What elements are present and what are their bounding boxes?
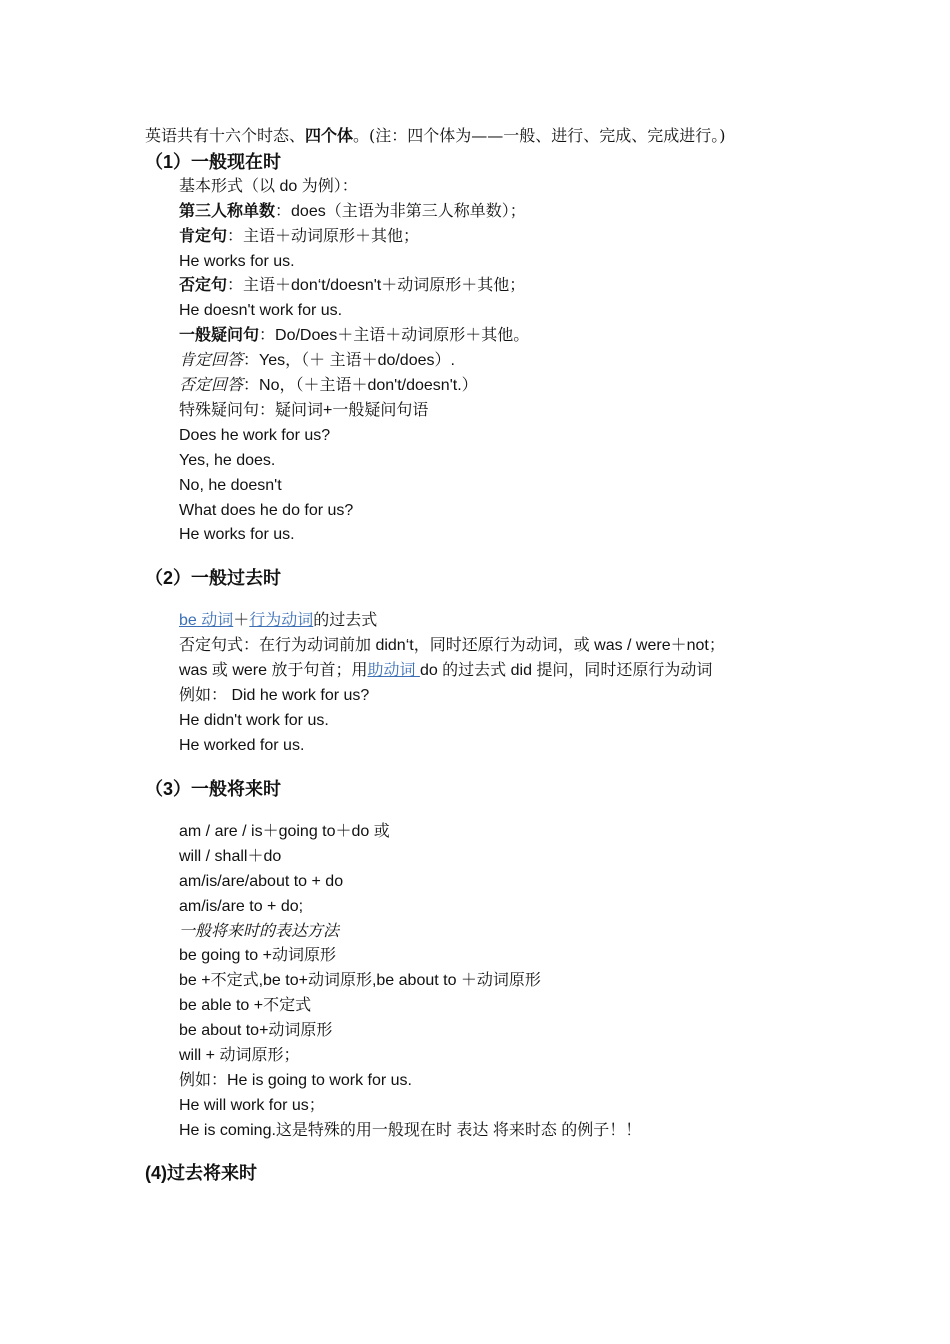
negative-text: ：主语＋don‘t/doesn't＋动词原形＋其他；: [227, 277, 526, 294]
section-3-heading: （3）一般将来时: [145, 779, 282, 799]
intro-note: 。(注：四个体为——一般、进行、完成、完成进行。): [353, 126, 726, 145]
past-form-line: [179, 611, 377, 631]
example-line: He works for us.: [179, 253, 295, 270]
section-1-heading: （1）一般现在时: [145, 152, 282, 172]
question-text: ：Do/Does＋主语＋动词原形＋其他。: [259, 327, 530, 344]
example-line: 例如：He is going to work for us.: [179, 1072, 412, 1089]
affirmative-line: [179, 227, 419, 247]
intro-line: [145, 126, 726, 146]
future-method: be going to +动词原形: [179, 947, 336, 964]
future-form: am/is/are to + do;: [179, 898, 304, 915]
auxiliary-verb-link[interactable]: 助动词: [367, 662, 420, 679]
future-form: am/is/are/about to + do: [179, 873, 344, 890]
affirmative-label: 肯定句: [179, 228, 228, 245]
basic-form: 基本形式（以 do 为例）：: [179, 178, 358, 195]
section-4-heading: (4)过去将来时: [145, 1163, 257, 1183]
third-person-line: [179, 202, 526, 222]
example-line: He doesn't work for us.: [179, 302, 343, 319]
action-verb-link[interactable]: 行为动词: [249, 612, 314, 629]
future-form: am / are / is＋going to＋do 或: [179, 823, 390, 840]
future-method: be able to +不定式: [179, 997, 312, 1014]
example-line: No, he doesn't: [179, 477, 282, 494]
past-question-line: [179, 661, 712, 681]
positive-answer-label: 肯定回答: [179, 352, 244, 369]
example-line: He worked for us.: [179, 737, 305, 754]
future-form: will / shall＋do: [179, 848, 282, 865]
example-line: Yes, he does.: [179, 452, 276, 469]
positive-answer-line: [179, 351, 455, 371]
example-line: He didn't work for us.: [179, 712, 329, 729]
intro-bold: 四个体: [305, 126, 354, 145]
question-line: [179, 326, 529, 346]
affirmative-text: ：主语＋动词原形＋其他；: [227, 228, 420, 245]
third-person-label: 第三人称单数: [179, 203, 276, 220]
past-question-text: was 或 were 放于句首；用: [179, 662, 368, 679]
section-2-heading: （2）一般过去时: [145, 568, 282, 588]
positive-answer-text: ：Yes，（＋ 主语＋do/does）.: [243, 352, 455, 369]
past-question-tail: do 的过去式 did 提问，同时还原行为动词: [419, 662, 713, 679]
negative-answer-text: ：No，（＋主语＋don't/doesn't.）: [243, 377, 478, 394]
future-method: will + 动词原形；: [179, 1047, 300, 1064]
example-line: Does he work for us?: [179, 427, 331, 444]
question-label: 一般疑问句: [179, 327, 260, 344]
methods-title: 一般将来时的表达方法: [179, 921, 340, 940]
example-line: He works for us.: [179, 526, 295, 543]
past-negative: 否定句式：在行为动词前加 didn‘t，同时还原行为动词，或 was / were＋not；: [179, 637, 725, 654]
negative-line: [179, 276, 525, 296]
past-form-tail: 的过去式: [313, 612, 378, 629]
example-line: 例如： Did he work for us?: [179, 687, 370, 704]
future-method: be +不定式,be to+动词原形,be about to ＋动词原形: [179, 972, 541, 989]
negative-answer-line: [179, 376, 478, 396]
third-person-text: ：does（主语为非第三人称单数）；: [275, 203, 526, 220]
negative-answer-label: 否定回答: [179, 377, 244, 394]
intro-text: 英语共有十六个时态、: [145, 126, 306, 145]
example-line: What does he do for us?: [179, 502, 354, 519]
special-question: 特殊疑问句：疑问词+一般疑问句语: [179, 402, 429, 419]
negative-label: 否定句: [179, 277, 228, 294]
be-verb-link[interactable]: be 动词: [179, 612, 234, 629]
future-method: be about to+动词原形: [179, 1022, 333, 1039]
example-line: He will work for us；: [179, 1097, 325, 1114]
example-line: He is coming.这是特殊的用一般现在时 表达 将来时态 的例子！！: [179, 1122, 642, 1139]
plus-sign: ＋: [233, 612, 250, 629]
